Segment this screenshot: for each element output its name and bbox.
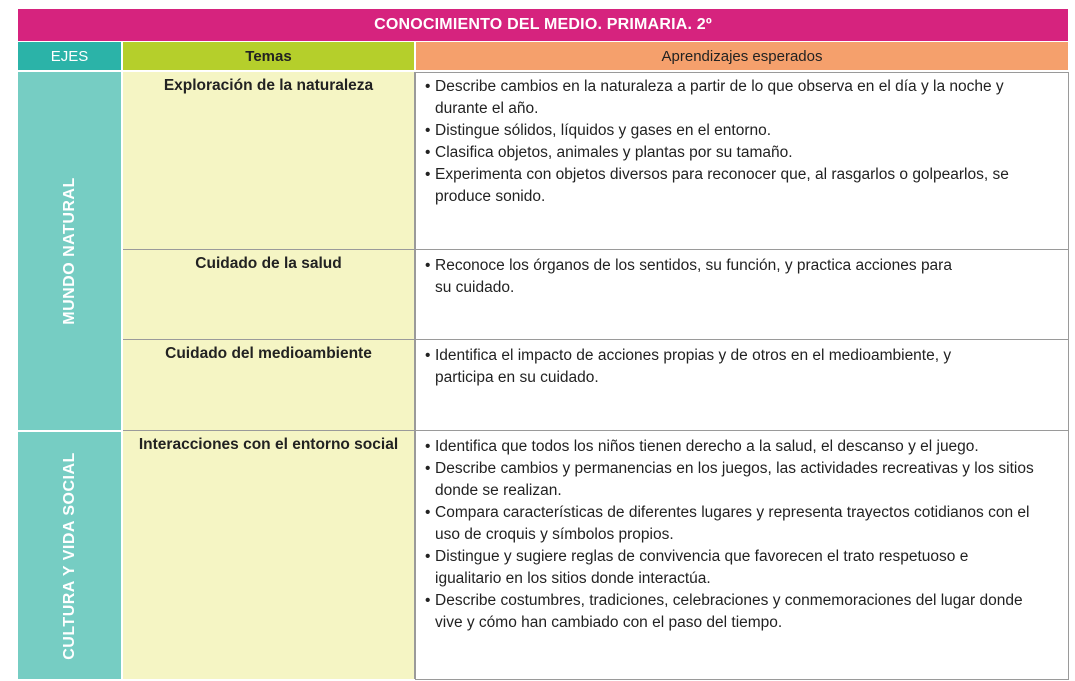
list-item: • Describe costumbres, tradiciones, celebraciones y conmemoraciones del lugar donde vive y cómo han cambiado con el paso del tiempo. — [425, 590, 1035, 634]
row-divider — [123, 339, 1068, 340]
row-divider — [123, 430, 1068, 431]
eje-label: CULTURA Y VIDA SOCIAL — [60, 451, 78, 660]
tema-interacciones-entorno: Interacciones con el entorno social — [138, 436, 399, 453]
list-item: • Experimenta con objetos diversos para reconocer que, al rasgarlos o golpearlos, se produce sonido. — [425, 164, 1055, 208]
temas-column — [123, 72, 415, 679]
eje-label: MUNDO NATURAL — [60, 177, 78, 325]
header-temas: Temas — [123, 42, 414, 70]
list-item: • Clasifica objetos, animales y plantas por su tamaño. — [425, 142, 1055, 164]
curriculum-table — [18, 9, 1068, 679]
list-item: • Compara características de diferentes lugares y representa trayectos cotidianos con el uso de croquis y símbolos propios. — [425, 502, 1035, 546]
list-item: • Describe cambios y permanencias en los juegos, las actividades recreativas y los sitios donde se realizan. — [425, 458, 1035, 502]
row-divider — [123, 249, 1068, 250]
header-aprendizajes: Aprendizajes esperados — [416, 42, 1068, 70]
header-ejes: EJES — [18, 42, 121, 70]
table-title: CONOCIMIENTO DEL MEDIO. PRIMARIA. 2º — [18, 9, 1068, 41]
tema-cuidado-medioambiente: Cuidado del medioambiente — [165, 345, 372, 362]
list-item: • Reconoce los órganos de los sentidos, su función, y practica acciones para su cuidado. — [425, 255, 955, 299]
list-item: • Distingue y sugiere reglas de convivencia que favorecen el trato respetuoso e igualitario en los sitios donde interactúa. — [425, 546, 1035, 590]
eje-cultura-vida-social — [18, 432, 121, 679]
aprendizajes-list — [425, 255, 955, 299]
list-item: • Identifica que todos los niños tienen derecho a la salud, el descanso y el juego. — [425, 436, 1035, 458]
list-item: • Distingue sólidos, líquidos y gases en el entorno. — [425, 120, 1055, 142]
aprendizajes-list — [425, 436, 1035, 634]
eje-mundo-natural — [18, 72, 121, 430]
list-item: • Identifica el impacto de acciones propias y de otros en el medioambiente, y participa en su cuidado. — [425, 345, 995, 389]
aprendizajes-list — [425, 76, 1055, 208]
tema-exploracion: Exploración de la naturaleza — [163, 77, 374, 94]
aprendizajes-list — [425, 345, 995, 389]
tema-cuidado-salud: Cuidado de la salud — [195, 255, 342, 272]
list-item: • Describe cambios en la naturaleza a partir de lo que observa en el día y la noche y durante el año. — [425, 76, 1055, 120]
